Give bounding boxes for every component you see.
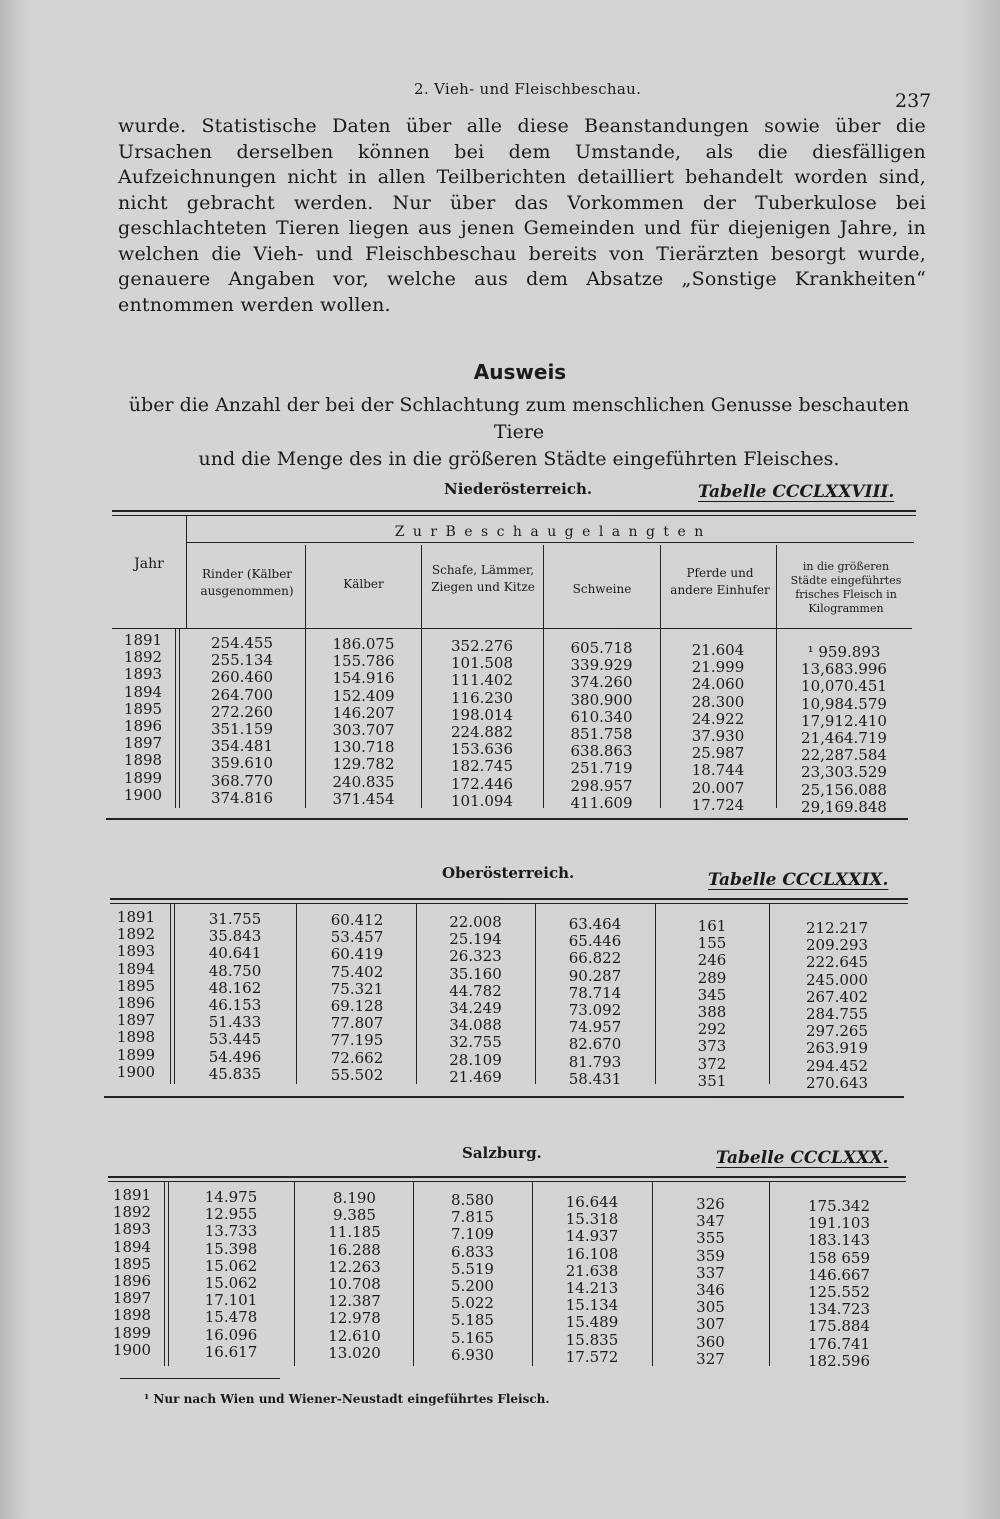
rule <box>168 1182 169 1366</box>
column-rinder <box>170 1189 292 1361</box>
table-cell-fleisch: 23,303.529 <box>801 763 887 782</box>
table-cell-years: 1899 <box>116 1045 156 1064</box>
rule <box>120 1378 280 1379</box>
column-schweine <box>535 916 655 1088</box>
table-cell-kaelber: 371.454 <box>332 789 395 808</box>
table-cell-pferde: 24.060 <box>691 675 745 694</box>
table-cell-kaelber: 11.185 <box>328 1223 381 1242</box>
table-cell-years: 1893 <box>123 665 163 684</box>
table-cell-years: 1897 <box>116 1011 156 1030</box>
table-cell-years: 1900 <box>112 1340 152 1359</box>
table-cell-rinder: 15.398 <box>204 1239 258 1258</box>
table-cell-schweine: 16.644 <box>565 1193 619 1211</box>
rule <box>104 1096 904 1098</box>
table-cell-schafe: 35.160 <box>449 964 502 983</box>
table-cell-schafe: 6.833 <box>451 1242 494 1261</box>
rule <box>108 1176 906 1178</box>
table-cell-kaelber: 75.402 <box>330 962 384 981</box>
table-cell-fleisch: 21,464.719 <box>801 729 887 748</box>
table-cell-pferde: 327 <box>696 1349 725 1368</box>
column-schafe <box>416 914 535 1086</box>
table-cell-rinder: 272.260 <box>210 702 274 721</box>
table-cell-schafe: 5.165 <box>451 1328 494 1347</box>
table-cell-fleisch: 263.919 <box>805 1039 869 1058</box>
table-label-380: Tabelle CCCLXXX. <box>716 1148 889 1168</box>
table-cell-fleisch: 209.293 <box>805 936 869 955</box>
table-cell-fleisch: 183.143 <box>807 1231 871 1250</box>
table-cell-kaelber: 53.457 <box>330 928 384 947</box>
table-cell-kaelber: 72.662 <box>330 1048 384 1067</box>
table-cell-schweine: 90.287 <box>568 966 622 985</box>
table-cell-fleisch: 146.667 <box>807 1265 871 1284</box>
table-cell-rinder: 40.641 <box>208 944 262 963</box>
table-cell-years: 1892 <box>123 648 163 667</box>
table-cell-schweine: 21.638 <box>565 1261 619 1280</box>
table-cell-schafe: 101.508 <box>450 654 514 673</box>
table-cell-schweine: 65.446 <box>568 932 622 951</box>
table-cell-fleisch: 10,070.451 <box>801 677 887 696</box>
table-cell-kaelber: 60.412 <box>330 911 384 929</box>
table-cell-pferde: 360 <box>696 1332 725 1351</box>
table-cell-schafe: 101.094 <box>450 791 514 810</box>
table-cell-schafe: 21.469 <box>449 1067 502 1086</box>
table-cell-kaelber: 8.190 <box>333 1189 376 1207</box>
table-cell-years: 1893 <box>112 1220 152 1239</box>
table-cell-pferde: 28.300 <box>691 692 745 711</box>
table-cell-schafe: 182.745 <box>450 757 514 776</box>
table-cell-kaelber: 12.263 <box>328 1257 381 1276</box>
table-cell-years: 1893 <box>116 942 156 961</box>
rule <box>106 818 908 820</box>
rule <box>174 904 175 1084</box>
column-pferde <box>652 1196 769 1368</box>
table-cell-pferde: 289 <box>697 968 727 987</box>
table-label-378: Tabelle CCCLXXVIII. <box>698 482 895 502</box>
column-rinder <box>186 635 298 807</box>
table-cell-schweine: 15.134 <box>565 1296 619 1315</box>
table-cell-rinder: 46.153 <box>208 996 262 1015</box>
table-cell-years: 1891 <box>116 908 156 926</box>
header-schafe: Schafe, Lämmer, Ziegen und Kitze <box>431 563 535 594</box>
table-cell-years: 1895 <box>116 976 156 995</box>
table-cell-fleisch: 267.402 <box>805 987 869 1006</box>
table-cell-pferde: 246 <box>697 951 727 970</box>
table-cell-rinder: 35.843 <box>208 927 262 946</box>
table-cell-schafe: 5.200 <box>451 1277 494 1296</box>
table-cell-pferde: 25.987 <box>691 744 745 763</box>
table-cell-schweine: 78.714 <box>568 983 622 1002</box>
table-cell-schweine: 15.318 <box>565 1210 619 1229</box>
header-fleisch: in die größeren Städte eingeführtes frisches Fleisch in Kilogrammen <box>790 560 902 615</box>
table-cell-pferde: 305 <box>696 1298 725 1317</box>
header-schweine: Schweine <box>572 582 632 596</box>
table-cell-fleisch: 222.645 <box>805 953 869 972</box>
table-cell-kaelber: 155.786 <box>332 652 395 671</box>
header-group: Z u r B e s c h a u g e l a n g t e n <box>394 524 706 540</box>
rule <box>175 628 176 808</box>
table-cell-years: 1892 <box>116 925 156 944</box>
column-schafe <box>421 638 543 810</box>
table-cell-years: 1898 <box>116 1028 156 1047</box>
table-cell-rinder: 368.770 <box>210 771 274 790</box>
rule <box>296 904 297 1084</box>
table-cell-pferde: 337 <box>696 1263 725 1282</box>
table-cell-kaelber: 186.075 <box>332 635 395 653</box>
table-cell-rinder: 54.496 <box>208 1047 262 1066</box>
table-cell-schafe: 6.930 <box>451 1345 494 1364</box>
table-cell-schweine: 610.340 <box>570 707 633 726</box>
column-rinder <box>176 911 294 1083</box>
rule <box>112 510 916 512</box>
table-cell-kaelber: 77.807 <box>330 1014 384 1033</box>
table-cell-pferde: 355 <box>696 1229 725 1248</box>
header-kaelber: Kälber <box>343 577 384 591</box>
table-cell-kaelber: 12.387 <box>328 1292 381 1311</box>
table-cell-fleisch: 270.643 <box>805 1073 869 1092</box>
table-cell-fleisch: 175.342 <box>807 1197 871 1215</box>
table-cell-kaelber: 129.782 <box>332 755 395 774</box>
rule <box>179 628 180 808</box>
table-cell-pferde: 18.744 <box>691 761 745 780</box>
table-cell-schweine: 58.431 <box>568 1069 622 1088</box>
footnote: ¹ Nur nach Wien und Wiener-Neustadt eingeführtes Fleisch. <box>144 1392 550 1406</box>
section-title-oberoesterreich: Oberösterreich. <box>442 864 575 882</box>
table-cell-rinder: 53.445 <box>208 1030 262 1049</box>
column-schweine <box>543 640 660 812</box>
column-fleisch <box>776 644 912 816</box>
table-cell-schafe: 5.022 <box>451 1294 494 1313</box>
table-cell-fleisch: 17,912.410 <box>801 711 887 730</box>
table-cell-pferde: 359 <box>696 1246 725 1265</box>
ausweis-subtitle-line-2: und die Menge des in die größeren Städte eingeführten Fleisches. <box>198 448 840 470</box>
rule <box>110 898 908 900</box>
table-cell-schafe: 198.014 <box>450 705 514 724</box>
ausweis-subtitle <box>116 392 922 473</box>
table-cell-pferde: 161 <box>697 917 727 935</box>
header-rinder: Rinder (Kälber ausgenommen) <box>200 567 294 598</box>
table-cell-fleisch: 176.741 <box>807 1334 871 1353</box>
table-cell-fleisch: 284.755 <box>805 1005 869 1024</box>
ausweis-title: Ausweis <box>473 360 567 384</box>
rule <box>110 903 908 904</box>
table-cell-pferde: 346 <box>696 1281 725 1300</box>
table-cell-fleisch: 13,683.996 <box>801 660 887 679</box>
table-cell-years: 1896 <box>116 994 156 1013</box>
table-cell-pferde: 20.007 <box>691 778 745 797</box>
table-cell-schafe: 32.755 <box>449 1033 502 1052</box>
table-cell-fleisch: 25,156.088 <box>801 780 887 799</box>
table-cell-schweine: 339.929 <box>570 656 633 675</box>
rule <box>112 515 916 516</box>
table-cell-pferde: 21.999 <box>691 658 745 677</box>
table-cell-rinder: 264.700 <box>210 685 274 704</box>
table-cell-kaelber: 154.916 <box>332 669 395 688</box>
table-cell-fleisch: 158 659 <box>807 1248 871 1267</box>
column-jahr <box>112 632 174 804</box>
table-cell-rinder: 255.134 <box>210 651 274 670</box>
column-kaelber <box>296 1190 413 1362</box>
table-cell-fleisch: 297.265 <box>805 1022 869 1041</box>
table-cell-fleisch: ¹ 959.893 <box>807 643 881 661</box>
table-cell-pferde: 24.922 <box>691 709 745 728</box>
table-cell-schafe: 22.008 <box>449 913 502 931</box>
table-cell-rinder: 16.096 <box>204 1325 258 1344</box>
table-cell-rinder: 260.460 <box>210 668 274 687</box>
table-cell-kaelber: 152.409 <box>332 686 395 705</box>
table-cell-years: 1891 <box>123 631 163 649</box>
column-pferde <box>660 642 776 814</box>
table-cell-schafe: 352.276 <box>450 637 514 655</box>
header-pferde: Pferde und andere Einhufer <box>670 566 770 597</box>
table-cell-pferde: 345 <box>697 985 727 1004</box>
column-schweine <box>532 1194 652 1366</box>
table-cell-kaelber: 130.718 <box>332 738 395 757</box>
rule <box>186 542 914 543</box>
table-cell-schafe: 153.636 <box>450 740 514 759</box>
table-cell-rinder: 31.755 <box>208 910 262 928</box>
table-cell-schweine: 374.260 <box>570 673 633 692</box>
table-cell-years: 1894 <box>116 959 156 978</box>
table-cell-years: 1898 <box>123 751 163 770</box>
table-cell-kaelber: 60.419 <box>330 945 384 964</box>
table-cell-schweine: 298.957 <box>570 776 633 795</box>
table-cell-pferde: 373 <box>697 1037 727 1056</box>
table-cell-rinder: 359.610 <box>210 754 274 773</box>
table-cell-pferde: 388 <box>697 1003 727 1022</box>
table-cell-kaelber: 146.207 <box>332 703 395 722</box>
table-cell-schweine: 14.937 <box>565 1227 619 1246</box>
table-cell-rinder: 16.617 <box>204 1342 258 1361</box>
table-cell-rinder: 45.835 <box>208 1064 262 1083</box>
running-title: 2. Vieh- und Fleischbeschau. <box>414 80 642 98</box>
table-cell-pferde: 17.724 <box>691 795 745 814</box>
table-cell-rinder: 354.481 <box>210 737 274 756</box>
table-cell-rinder: 12.955 <box>204 1205 258 1224</box>
table-cell-schweine: 66.822 <box>568 949 622 968</box>
table-cell-fleisch: 134.723 <box>807 1300 871 1319</box>
column-fleisch <box>769 920 905 1092</box>
table-cell-schweine: 14.213 <box>565 1279 619 1298</box>
table-cell-schafe: 7.815 <box>451 1208 494 1227</box>
table-cell-fleisch: 29,169.848 <box>801 797 887 816</box>
table-cell-kaelber: 55.502 <box>330 1065 384 1084</box>
column-jahr <box>104 909 168 1081</box>
column-fleisch <box>769 1198 909 1370</box>
intro-paragraph: wurde. Statistische Daten über alle diese Beanstandungen sowie über die Ursachen derselben können bei dem Umstande, als die diesfälligen Aufzeichnungen nicht in allen Teilberichten detailliert behandelt worden sind, nicht gebracht werden. Nur über das Vorkommen der Tuberkulose bei geschlachteten Tieren liegen aus jenen Gemeinden und für diejenigen Jahre, in welchen die Vieh- und Fleischbeschau bereits von Tierärzten besorgt wurde, genauere Angaben vor, welche aus dem Absatze „Sonstige Krankheiten“ entnommen werden wollen. <box>118 115 926 316</box>
table-cell-kaelber: 10.708 <box>328 1275 381 1294</box>
table-cell-schweine: 63.464 <box>568 915 622 933</box>
section-title-niederoesterreich: Niederösterreich. <box>444 480 593 498</box>
table-cell-rinder: 374.816 <box>210 788 274 807</box>
table-cell-years: 1897 <box>123 734 163 753</box>
table-cell-pferde: 307 <box>696 1315 725 1334</box>
table-cell-schafe: 7.109 <box>451 1225 494 1244</box>
table-cell-fleisch: 245.000 <box>805 970 869 989</box>
table-cell-years: 1900 <box>123 785 163 804</box>
table-cell-kaelber: 69.128 <box>330 997 384 1016</box>
table-cell-schweine: 605.718 <box>570 639 633 657</box>
table-cell-fleisch: 175.884 <box>807 1317 871 1336</box>
table-cell-years: 1895 <box>123 699 163 718</box>
table-cell-schweine: 638.863 <box>570 742 633 761</box>
rule <box>170 904 171 1084</box>
table-cell-years: 1892 <box>112 1203 152 1222</box>
table-cell-years: 1900 <box>116 1062 156 1081</box>
table-cell-years: 1896 <box>112 1272 152 1291</box>
table-cell-years: 1895 <box>112 1254 152 1273</box>
table-cell-kaelber: 9.385 <box>333 1206 376 1225</box>
column-kaelber <box>298 912 416 1084</box>
table-cell-pferde: 37.930 <box>691 727 745 746</box>
table-cell-schweine: 15.489 <box>565 1313 619 1332</box>
table-cell-schafe: 34.249 <box>449 999 502 1018</box>
table-cell-schweine: 380.900 <box>570 690 633 709</box>
table-cell-schafe: 28.109 <box>449 1050 502 1069</box>
table-cell-fleisch: 22,287.584 <box>801 746 887 765</box>
table-cell-kaelber: 75.321 <box>330 979 384 998</box>
table-cell-schafe: 5.185 <box>451 1311 494 1330</box>
table-cell-years: 1899 <box>112 1323 152 1342</box>
rule <box>108 1181 906 1182</box>
table-cell-schweine: 74.957 <box>568 1018 622 1037</box>
table-cell-kaelber: 13.020 <box>328 1343 381 1362</box>
table-cell-pferde: 351 <box>697 1071 727 1090</box>
table-cell-schafe: 116.230 <box>450 688 514 707</box>
table-cell-fleisch: 10,984.579 <box>801 694 887 713</box>
table-cell-kaelber: 77.195 <box>330 1031 384 1050</box>
table-cell-schweine: 81.793 <box>568 1052 622 1071</box>
table-cell-schweine: 851.758 <box>570 725 633 744</box>
table-cell-schweine: 251.719 <box>570 759 633 778</box>
table-cell-schafe: 26.323 <box>449 947 502 966</box>
table-cell-schafe: 172.446 <box>450 774 514 793</box>
page-number: 237 <box>895 90 932 112</box>
table-cell-pferde: 326 <box>696 1195 725 1213</box>
table-cell-years: 1898 <box>112 1306 152 1325</box>
table-cell-kaelber: 16.288 <box>328 1240 381 1259</box>
table-cell-rinder: 17.101 <box>204 1291 258 1310</box>
table-cell-schweine: 16.108 <box>565 1244 619 1263</box>
table-cell-years: 1899 <box>123 768 163 787</box>
table-cell-rinder: 15.062 <box>204 1274 258 1293</box>
table-cell-schafe: 5.519 <box>451 1259 494 1278</box>
table-cell-schweine: 82.670 <box>568 1035 622 1054</box>
table-cell-rinder: 51.433 <box>208 1013 262 1032</box>
table-cell-rinder: 13.733 <box>204 1222 258 1241</box>
table-cell-years: 1897 <box>112 1289 152 1308</box>
table-cell-kaelber: 12.978 <box>328 1309 381 1328</box>
table-cell-schafe: 8.580 <box>451 1191 494 1209</box>
table-cell-schweine: 411.609 <box>570 793 633 812</box>
table-cell-years: 1894 <box>112 1237 152 1256</box>
table-cell-pferde: 372 <box>697 1054 727 1073</box>
table-cell-schafe: 25.194 <box>449 930 502 949</box>
rule <box>294 1182 295 1366</box>
column-pferde <box>655 918 769 1090</box>
table-cell-pferde: 347 <box>696 1212 725 1231</box>
table-cell-pferde: 155 <box>697 934 727 953</box>
column-kaelber <box>306 636 421 808</box>
column-jahr <box>100 1187 164 1359</box>
table-cell-fleisch: 294.452 <box>805 1056 869 1075</box>
table-cell-rinder: 15.062 <box>204 1256 258 1275</box>
table-cell-fleisch: 125.552 <box>807 1283 871 1302</box>
column-schafe <box>413 1192 532 1364</box>
table-cell-pferde: 21.604 <box>691 641 745 659</box>
table-cell-rinder: 254.455 <box>210 634 274 652</box>
table-cell-schafe: 34.088 <box>449 1016 502 1035</box>
table-cell-rinder: 14.975 <box>204 1188 258 1206</box>
rule <box>164 1182 165 1366</box>
table-cell-rinder: 15.478 <box>204 1308 258 1327</box>
table-cell-rinder: 48.162 <box>208 978 262 997</box>
table-cell-pferde: 292 <box>697 1020 727 1039</box>
table-cell-schafe: 224.882 <box>450 723 514 742</box>
table-cell-schweine: 15.835 <box>565 1330 619 1349</box>
table-cell-schafe: 44.782 <box>449 981 502 1000</box>
table-cell-years: 1896 <box>123 717 163 736</box>
table-cell-rinder: 351.159 <box>210 720 274 739</box>
table-cell-kaelber: 12.610 <box>328 1326 381 1345</box>
table-cell-fleisch: 191.103 <box>807 1214 871 1233</box>
section-title-salzburg: Salzburg. <box>462 1144 542 1162</box>
table-cell-schweine: 73.092 <box>568 1001 622 1020</box>
table-cell-years: 1891 <box>112 1186 152 1204</box>
table-cell-kaelber: 240.835 <box>332 772 395 791</box>
header-jahr: Jahr <box>134 556 164 572</box>
table-cell-rinder: 48.750 <box>208 961 262 980</box>
table-cell-fleisch: 212.217 <box>805 919 869 937</box>
ausweis-subtitle-line-1: über die Anzahl der bei der Schlachtung zum menschlichen Genusse beschauten Tiere <box>128 394 910 443</box>
table-cell-schafe: 111.402 <box>450 671 514 690</box>
table-cell-years: 1894 <box>123 682 163 701</box>
table-cell-kaelber: 303.707 <box>332 721 395 740</box>
table-cell-schweine: 17.572 <box>565 1347 619 1366</box>
table-cell-fleisch: 182.596 <box>807 1351 871 1370</box>
table-label-379: Tabelle CCCLXXIX. <box>708 870 889 890</box>
rule <box>112 628 912 629</box>
